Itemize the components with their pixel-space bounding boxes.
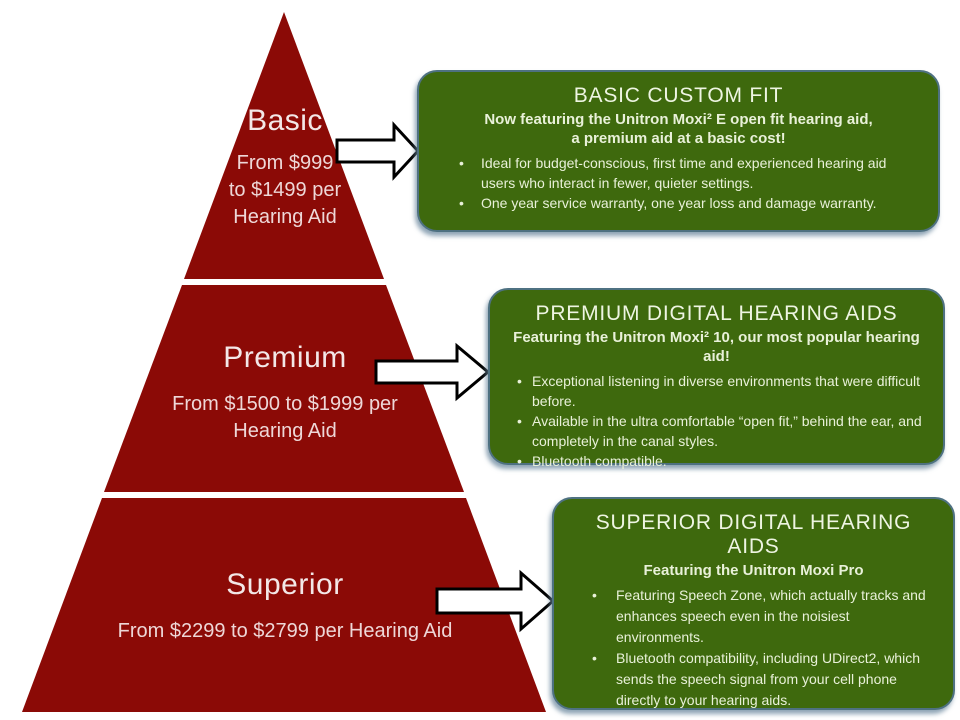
callout-basic-title: BASIC CUSTOM FIT [573,84,784,107]
bullet-item: • Exceptional listening in diverse environments that were difficult before. [532,371,927,411]
bullet-item: • Bluetooth compatible. [532,451,927,471]
tier-superior-label: Superior [226,568,344,601]
subtitle-line: a premium aid at a basic cost! [571,130,786,147]
callout-basic-subtitle [435,110,922,148]
callout-premium-bullet-list [506,371,927,471]
subtitle-line: Featuring the Unitron Moxi Pro [643,562,864,579]
bullet-item: • Ideal for budget-conscious, first time and experienced hearing aid users who interact in fewer, quieter settings. [481,153,922,193]
tier-price-line: Hearing Aid [233,206,337,228]
callout-superior-subtitle [570,561,937,580]
tier-price-line: From $2299 to $2799 per Hearing Aid [117,620,453,642]
bullet-item: • One year service warranty, one year loss and damage warranty. [481,193,922,213]
tier-basic-label: Basic [247,104,323,137]
arrow-basic-icon [337,125,418,177]
subtitle-line: Now featuring the Unitron Moxi² E open fit hearing aid, [484,111,873,128]
tier-price-line: From $1500 to $1999 per [172,393,398,415]
callout-premium-title: PREMIUM DIGITAL HEARING AIDS [535,302,898,325]
bullet-item: • Bluetooth compatibility, including UDirect2, which sends the speech signal from your cell phone directly to your hearing aids. [616,648,937,711]
bullet-item: • Available in the ultra comfortable “open fit,” behind the ear, and completely in the canal styles. [532,411,927,451]
arrow-premium-icon [376,346,488,398]
callout-premium-subtitle [506,328,927,366]
callout-basic-bullet-list [435,153,922,213]
callout-premium-digital [488,288,945,469]
callout-superior-digital [552,497,955,710]
tier-price-line: From $999 [236,152,334,174]
tier-price-line: Hearing Aid [233,420,337,442]
callout-superior-bullet-list [570,585,937,711]
callout-basic-custom-fit [417,70,940,232]
subtitle-line: Featuring the Unitron Moxi² 10, our most popular hearing aid! [513,329,920,365]
tier-price-line: to $1499 per [228,179,342,201]
callout-superior-title: SUPERIOR DIGITAL HEARING AIDS [595,511,912,558]
tier-premium-label: Premium [223,341,347,374]
arrow-superior-icon [437,573,553,629]
bullet-item: • Featuring Speech Zone, which actually tracks and enhances speech even in the noisiest environments. [616,585,937,648]
